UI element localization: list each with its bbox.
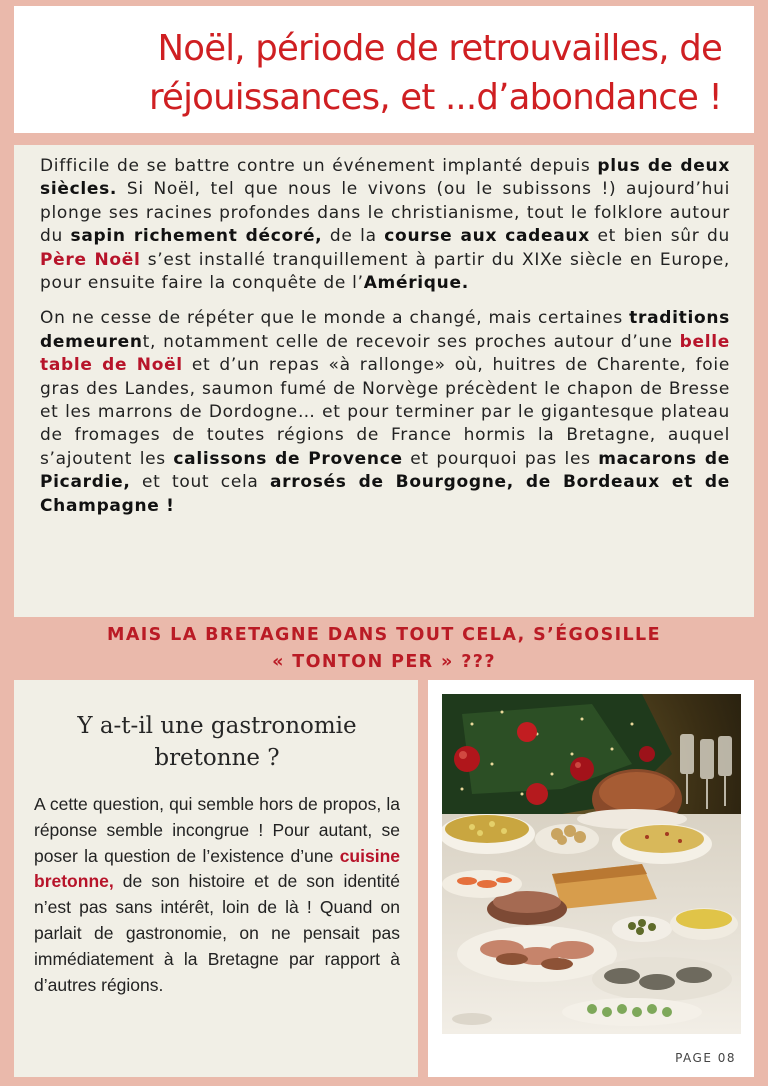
intro-section xyxy=(14,145,754,617)
bold-text: macarons de Picardie, xyxy=(40,448,730,493)
title-box xyxy=(14,6,754,133)
page-number: PAGE 08 xyxy=(675,1051,736,1065)
page-title-line-2: réjouissances, et ...d’abondance ! xyxy=(149,77,722,118)
text-segment: de la xyxy=(322,226,385,247)
photo-frame xyxy=(428,680,754,1077)
text-segment: et tout cela xyxy=(130,472,271,493)
page-title xyxy=(84,24,722,122)
text-segment: t, notamment celle de recevoir ses proches autour d’une xyxy=(142,331,680,352)
bold-text: calissons de Provence xyxy=(173,448,403,469)
gastronomy-heading-line-2: bretonne ? xyxy=(154,745,280,771)
section-subtitle xyxy=(14,622,754,676)
bold-text: arrosés de Bourgogne, de Bordeaux et de Champagne ! xyxy=(40,472,730,516)
section-subtitle-line-2: « TONTON PER » ??? xyxy=(272,652,496,672)
section-subtitle-line-1: MAIS LA BRETAGNE DANS TOUT CELA, S’ÉGOSILLE xyxy=(107,625,661,645)
text-segment: s’est installé tranquillement à partir du XIXe siècle en Europe, pour ensuite faire la conquête de l’ xyxy=(40,249,730,294)
highlight-text: cuisine bretonne, xyxy=(34,845,400,892)
intro-paragraph-1 xyxy=(40,155,730,295)
bold-text: Amérique. xyxy=(363,273,469,294)
christmas-feast-photo xyxy=(442,694,741,1034)
text-segment: de son histoire et de son identité n’est pas sans intérêt, loin de là ! Quand on parlait de gastronomie, on ne pensait pas immédiatement à la Bretagne par rapport à d’autres régions. xyxy=(34,871,400,995)
christmas-feast-illustration xyxy=(442,694,741,1034)
gastronomy-paragraph xyxy=(34,792,400,998)
intro-paragraph-2 xyxy=(40,307,730,518)
highlight-text: Père Noël xyxy=(40,249,141,270)
text-segment: et bien sûr du xyxy=(589,226,730,247)
text-segment: On ne cesse de répéter que le monde a changé, mais certaines xyxy=(40,308,630,329)
text-segment: et d’un repas «à rallonge» où, huitres de Charente, foie gras des Landes, saumon fumé de Norvège précèdent le chapon de Bresse et les marrons de Dordogne… et pour terminer par le gigantesque plateau de fromages de toutes régions de France hormis la Bretagne, auquel s’ajoutent les xyxy=(40,355,730,469)
page-title-line-1: Noël, période de retrouvailles, de xyxy=(157,28,722,69)
text-segment: Si Noël, tel que nous le vivons (ou le subissons !) aujourd’hui plonge ses racines profondes dans le christianisme, tout le folklore autour du xyxy=(40,179,730,247)
text-segment: et pourquoi pas les xyxy=(402,448,599,469)
highlight-text: belle table de Noël xyxy=(40,331,730,376)
bold-text: plus de deux siècles. xyxy=(40,156,730,200)
text-segment: Difficile de se battre contre un événement implanté depuis xyxy=(40,156,598,176)
text-segment: A cette question, qui semble hors de propos, la réponse semble incongrue ! Pour autant, se poser la question de l’existence d’une xyxy=(34,794,400,866)
gastronomy-heading-line-1: Y a-t-il une gastronomie xyxy=(77,713,357,739)
bold-text: course aux cadeaux xyxy=(384,226,590,247)
bold-text: sapin richement décoré, xyxy=(70,226,323,247)
gastronomy-heading xyxy=(34,710,400,774)
bold-text: traditions demeuren xyxy=(40,308,730,352)
gastronomy-section xyxy=(14,680,418,1077)
